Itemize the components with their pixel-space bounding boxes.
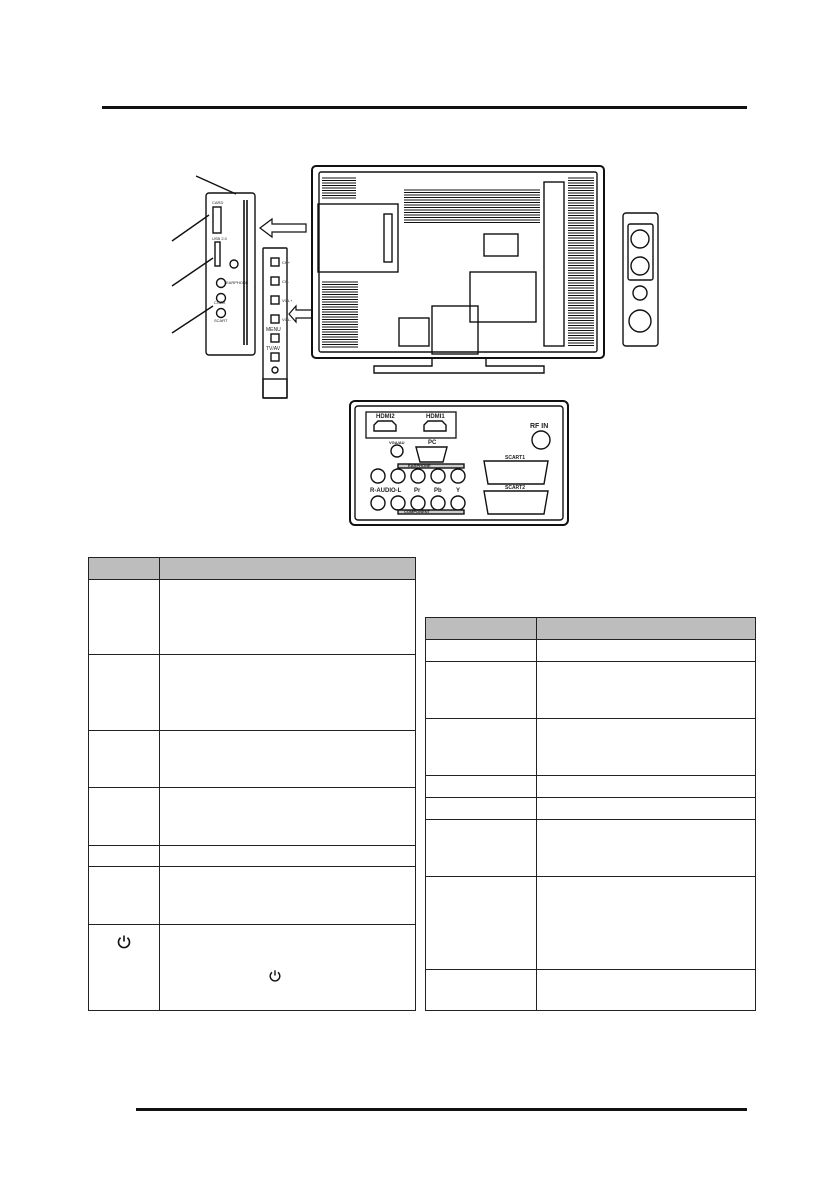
hdmi2-label: HDMI2 (376, 414, 395, 420)
row-value (160, 731, 415, 787)
row-key (426, 877, 537, 969)
left-table-header (89, 558, 415, 580)
row-value (160, 867, 415, 924)
btn-label-ch-minus: CH- (282, 279, 290, 284)
rf-in-label: RF IN (530, 423, 549, 430)
row-key (426, 798, 537, 819)
component-pr-label: Pr (414, 488, 421, 494)
port-label-coax: COAX (214, 300, 226, 305)
side-button-strip (263, 248, 312, 398)
row-key (426, 640, 537, 661)
row-key (426, 970, 537, 1010)
row-key (426, 662, 537, 718)
row-value (160, 925, 415, 1010)
table-row (426, 640, 755, 662)
power-icon (268, 969, 282, 983)
row-key (89, 846, 160, 866)
row-value (160, 655, 415, 730)
row-value (537, 798, 755, 819)
component-y-label: Y (456, 488, 461, 494)
row-value (160, 788, 415, 845)
port-label-earphone: EARPHONE (226, 280, 249, 285)
hdmi1-label: HDMI1 (426, 414, 445, 420)
row-value (537, 970, 755, 1010)
table-row (89, 655, 415, 731)
row-value (537, 719, 755, 775)
row-value (537, 640, 755, 661)
component-audio-label: R-AUDIO-L (370, 488, 402, 494)
table-row (89, 846, 415, 867)
port-label-card: CARD (212, 200, 224, 205)
table-row (426, 798, 755, 820)
row-value (537, 820, 755, 876)
power-icon (116, 934, 132, 950)
right-header-col1 (426, 618, 537, 639)
scart2-label: SCART2 (505, 485, 526, 491)
table-row (426, 776, 755, 798)
tv-connections-illustration (0, 0, 839, 560)
scart1-label: SCART1 (505, 455, 526, 461)
row-key (89, 580, 160, 654)
table-row (89, 867, 415, 925)
component-bar-label: COMPONENT (404, 509, 430, 514)
right-header-col2 (537, 618, 755, 639)
table-row (426, 877, 755, 970)
row-key (89, 731, 160, 787)
row-value (160, 580, 415, 654)
row-key (89, 867, 160, 924)
row-value (537, 662, 755, 718)
bottom-rule (136, 1108, 747, 1111)
row-value (537, 776, 755, 797)
row-key (426, 776, 537, 797)
port-label-scart: SCART (214, 318, 228, 323)
right-connection-table (425, 617, 756, 1011)
table-row (89, 788, 415, 846)
table-row (426, 719, 755, 776)
row-key (426, 820, 537, 876)
left-header-col2 (160, 558, 415, 579)
component-pb-label: Pb (434, 488, 442, 494)
row-value (537, 877, 755, 969)
btn-label-tvav: TV/AV (266, 346, 281, 352)
pc-label: PC (428, 440, 437, 446)
btn-label-vol-plus: VOL+ (282, 298, 293, 303)
earphone-label: EARPHONE (408, 463, 431, 468)
side-ports-panel (172, 176, 306, 355)
btn-label-menu: MENU (266, 327, 281, 333)
table-row (89, 925, 415, 1010)
row-key (89, 925, 160, 1010)
btn-label-vol-minus: VOL- (282, 317, 292, 322)
vga-audio-label: VGA/AU (389, 440, 405, 445)
table-row (89, 580, 415, 655)
tv-side-profile (623, 213, 658, 346)
left-header-col1 (89, 558, 160, 579)
row-key (426, 719, 537, 775)
table-row (426, 820, 755, 877)
row-key (89, 655, 160, 730)
table-row (426, 662, 755, 719)
right-table-header (426, 618, 755, 640)
port-label-usb: USB 2.0 (212, 236, 227, 241)
row-key (89, 788, 160, 845)
left-function-table (88, 557, 416, 1011)
table-row (89, 731, 415, 788)
table-row (426, 970, 755, 1010)
row-value (160, 846, 415, 866)
btn-label-ch-plus: CH+ (282, 260, 291, 265)
